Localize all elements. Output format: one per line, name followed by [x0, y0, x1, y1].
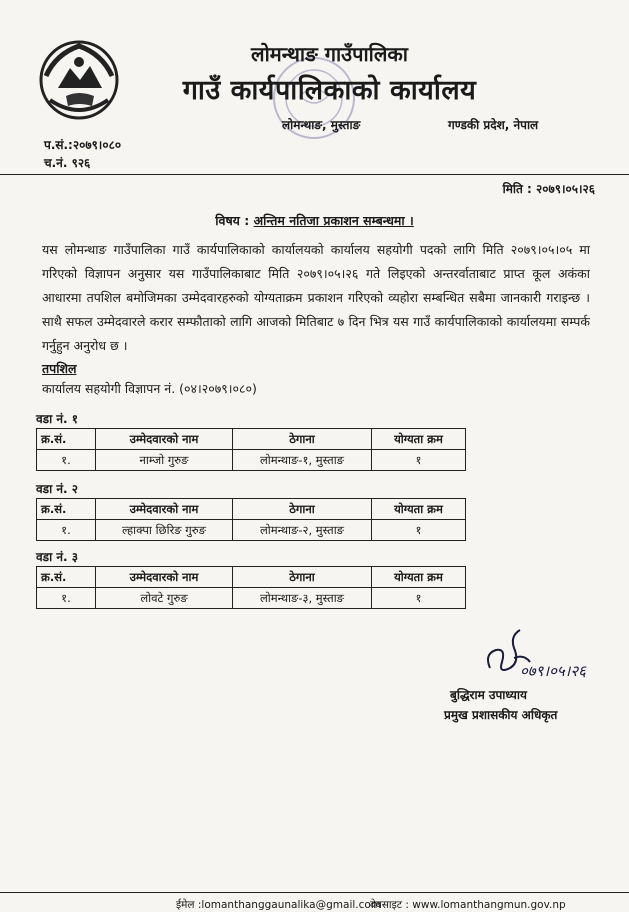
cell-serial: १. — [37, 450, 96, 471]
office-name: गाउँ कार्यपालिकाको कार्यालय — [182, 75, 477, 106]
footer-divider — [0, 892, 629, 893]
table-row — [37, 520, 466, 541]
dispatch-number: च.नं. ९२६ — [44, 156, 91, 170]
signatory-title: प्रमुख प्रशासकीय अधिकृत — [444, 708, 558, 722]
header-divider — [0, 174, 629, 175]
table-header-row — [37, 499, 466, 520]
cell-serial: १. — [37, 588, 96, 609]
col-address: ठेगाना — [233, 567, 372, 588]
ward-label: वडा नं. १ — [36, 412, 79, 426]
municipality-name: लोमन्थाङ गाउँपालिका — [251, 42, 408, 66]
letter-body: यस लोमन्थाङ गाउँपालिका गाउँ कार्यपालिकाको कार्यालयको कार्यालय सहयोगी पदको लागि मिति २०७९।०५।०५ मा गरिएको विज्ञापन अनुसार यस गाउँपालिकाबाट मिति २०७९।०५।२६ गते लिइएको अन्तरर्वाताबाट प्राप्त कूल अकंका आधारमा तपशिल बमोजिमका उम्मेदवारहरुको योग्यताक्रम प्रकाशन गरिएको व्यहोरा सम्बन्धित सबैमा जानकारी गराइन्छ । साथै सफल उम्मेदवारले करार सम्फौताको लागि आजको मितिबाट ७ दिन भित्र यस गाउँ कार्यपालिकाको कार्यालयमा सम्पर्क गर्नुहुन अनुरोध छ । — [42, 242, 590, 353]
cell-candidate: लोवटे गुरुङ — [96, 588, 233, 609]
col-candidate: उम्मेदवारको नाम — [96, 567, 233, 588]
col-serial: क्र.सं. — [37, 567, 96, 588]
cell-rank: १ — [372, 588, 466, 609]
ward-label: वडा नं. २ — [36, 482, 79, 496]
cell-rank: १ — [372, 450, 466, 471]
result-table — [36, 566, 466, 609]
result-table — [36, 498, 466, 541]
col-rank: योग्यता क्रम — [372, 429, 466, 450]
col-serial: क्र.सं. — [37, 499, 96, 520]
col-rank: योग्यता क्रम — [372, 567, 466, 588]
col-candidate: उम्मेदवारको नाम — [96, 499, 233, 520]
cell-address: लोमन्थाङ-१, मुस्ताङ — [233, 450, 372, 471]
subject-prefix: विषय : — [215, 213, 254, 228]
table-row — [37, 450, 466, 471]
letter-date: मिति : २०७९।०५।२६ — [502, 182, 595, 196]
cell-address: लोमन्थाङ-२, मुस्ताङ — [233, 520, 372, 541]
table-header-row — [37, 567, 466, 588]
col-address: ठेगाना — [233, 429, 372, 450]
cell-serial: १. — [37, 520, 96, 541]
letter-number: प.सं.:२०७९।०८० — [44, 138, 122, 152]
col-serial: क्र.सं. — [37, 429, 96, 450]
table-row — [37, 588, 466, 609]
cell-rank: १ — [372, 520, 466, 541]
subject-line — [0, 212, 629, 229]
handwritten-signature — [480, 618, 610, 688]
col-address: ठेगाना — [233, 499, 372, 520]
cell-candidate: नाम्जो गुरुङ — [96, 450, 233, 471]
province-address: गण्डकी प्रदेश, नेपाल — [448, 118, 539, 132]
footer-website: वेबसाइट : www.lomanthangmun.gov.np — [370, 899, 566, 911]
cell-address: लोमन्थाङ-३, मुस्ताङ — [233, 588, 372, 609]
office-address: लोमन्थाङ, मुस्ताङ — [282, 118, 361, 132]
footer-email: ईमेल :lomanthanggaunalika@gmail.com — [176, 899, 382, 911]
subject-text: अन्तिम नतिजा प्रकाशन सम्बन्धमा । — [253, 213, 414, 228]
advertisement-number: कार्यालय सहयोगी विज्ञापन नं. (०४।२०७९।०८०) — [42, 381, 257, 396]
table-header-row — [37, 429, 466, 450]
col-candidate: उम्मेदवारको नाम — [96, 429, 233, 450]
schedule-heading: तपशिल — [42, 361, 77, 376]
ward-label: वडा नं. ३ — [36, 550, 79, 564]
signature-date: ०७९।०५।२६ — [520, 662, 586, 680]
col-rank: योग्यता क्रम — [372, 499, 466, 520]
cell-candidate: ल्हाक्पा छिरिङ गुरुङ — [96, 520, 233, 541]
signatory-name: बुद्धिराम उपाध्याय — [450, 688, 527, 702]
result-table — [36, 428, 466, 471]
